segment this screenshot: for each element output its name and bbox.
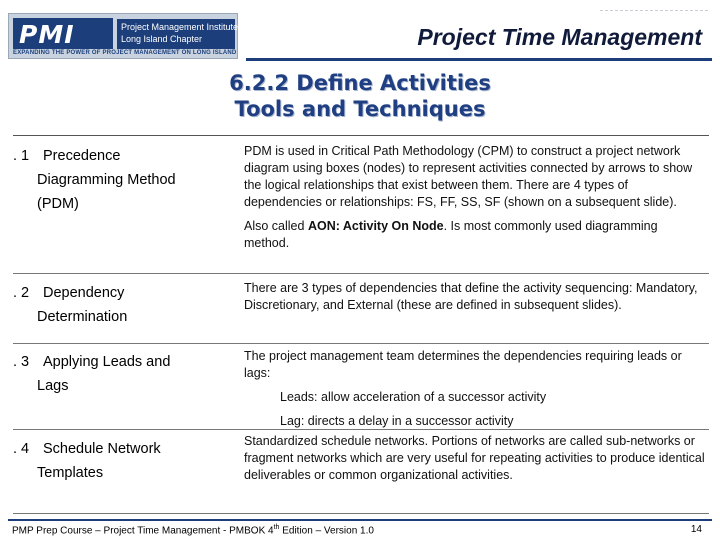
- chapter-name-block: [117, 19, 239, 49]
- item-number: . 4: [13, 441, 30, 457]
- term-line: Lags: [37, 378, 69, 394]
- term-cell: [13, 350, 218, 398]
- chapter-name-line1: Project Management Institute: [121, 22, 239, 32]
- term-line: Diagramming Method: [37, 172, 176, 188]
- term-line: Precedence: [43, 148, 121, 164]
- slide-title: [0, 70, 720, 122]
- description-text: PDM is used in Critical Path Methodology (CPM) to construct a project network diagram using boxes (nodes) to represent activities connected by arrows to show the logical relationships that exist between them. There are 4 types of dependencies or relationships: FS, FF, SS, SF (shown on a subsequent slide).: [244, 144, 693, 209]
- term-line: Dependency: [43, 285, 125, 301]
- aon-bold-text: AON: Activity On Node: [307, 219, 444, 233]
- footer-text: PMP Prep Course – Project Time Management - PMBOK 4th Edition – Version 1.0: [12, 524, 374, 537]
- item-number: . 1: [13, 148, 30, 164]
- logo-tagline: EXPANDING THE POWER OF PROJECT MANAGEMENT ON LONG ISLAND: [13, 50, 237, 56]
- term-line: Determination: [37, 309, 128, 325]
- term-line: Templates: [37, 465, 104, 481]
- table-row: [13, 273, 709, 344]
- leads-text: Leads: allow acceleration of a successor activity: [280, 390, 547, 404]
- table-row: [13, 343, 709, 430]
- description-text: There are 3 types of dependencies that define the activity sequencing: Mandatory, Discretionary, and External (these are defined in subsequent slides).: [244, 281, 698, 312]
- description-cell: [244, 143, 706, 252]
- term-line: (PDM): [37, 196, 79, 212]
- footer-rule: [8, 519, 712, 521]
- description-text: The project management team determines the dependencies requiring leads or lags:: [244, 349, 682, 380]
- term-cell: [13, 437, 218, 485]
- table-row: [13, 136, 709, 274]
- item-number: . 3: [13, 354, 30, 370]
- slide-title-line2: Tools and Techniques: [234, 97, 486, 121]
- description-text: Standardized schedule networks. Portions of networks are called sub-networks or fragment networks which are very useful for repeating activities to produce identical deliverables or common organizational activities.: [244, 434, 705, 482]
- tools-table: [13, 135, 709, 513]
- header-dash-line: [600, 10, 708, 11]
- chapter-name-line2: Long Island Chapter: [121, 34, 203, 44]
- pmi-logo: [8, 13, 238, 59]
- description-text: Also called AON: Activity On Node. Is most commonly used diagramming method.: [244, 219, 658, 250]
- page-number: 14: [690, 524, 702, 535]
- description-cell: [244, 348, 706, 430]
- header-underline: [246, 58, 712, 61]
- lags-text: Lag: directs a delay in a successor activity: [280, 414, 514, 428]
- term-line: Applying Leads and: [43, 354, 171, 370]
- term-cell: [13, 144, 218, 216]
- term-cell: [13, 281, 218, 329]
- description-cell: [244, 433, 706, 484]
- term-line: Schedule Network: [43, 441, 161, 457]
- header-title: Project Time Management: [417, 24, 702, 50]
- pmi-logo-mark: PMI: [13, 18, 113, 49]
- description-cell: [244, 280, 706, 314]
- table-row: [13, 429, 709, 514]
- slide-title-line1: 6.2.2 Define Activities: [229, 71, 491, 95]
- item-number: . 2: [13, 285, 30, 301]
